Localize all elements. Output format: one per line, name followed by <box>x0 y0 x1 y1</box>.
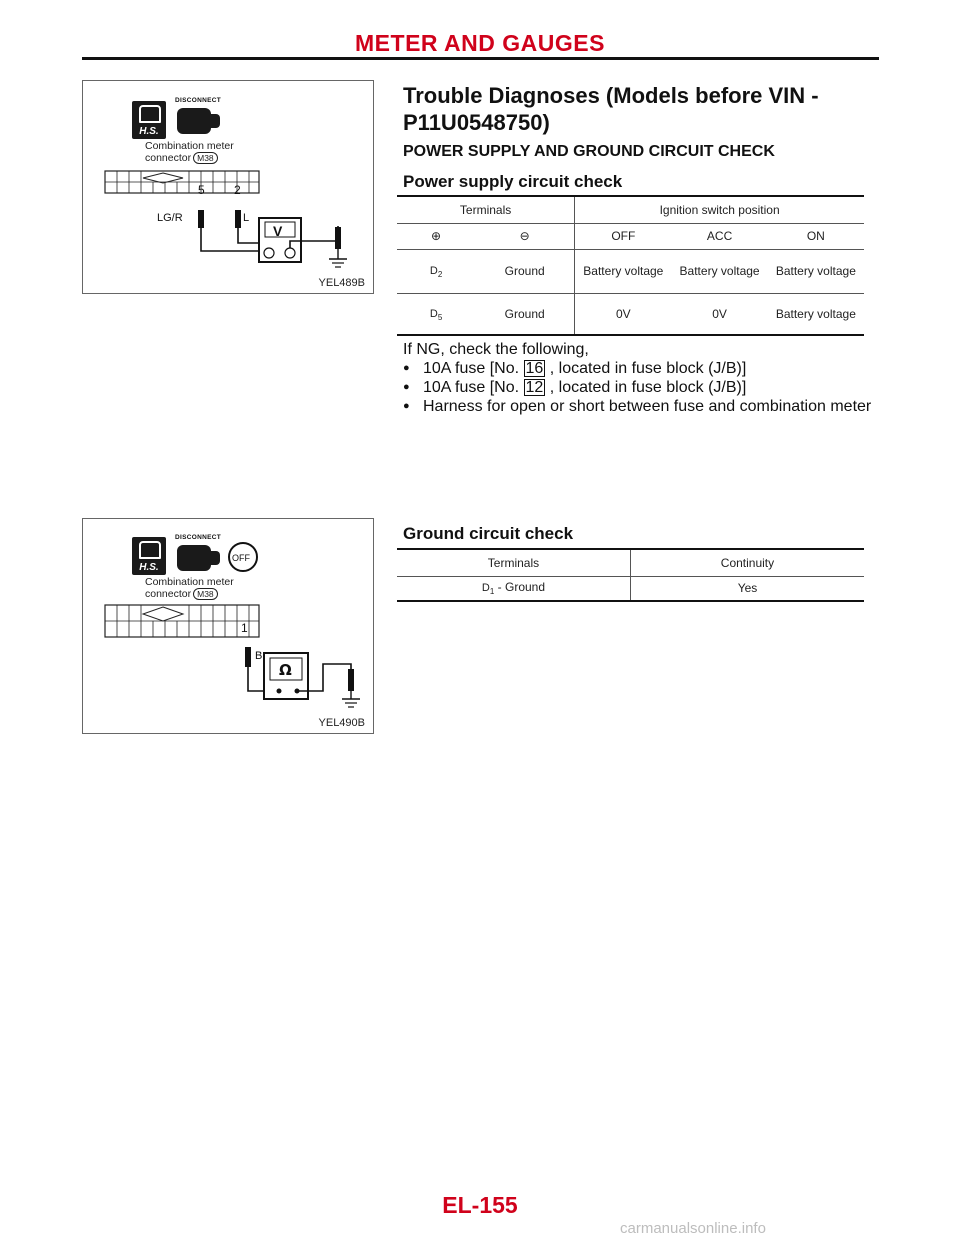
pin-cell <box>397 293 475 335</box>
connector-key <box>143 607 183 621</box>
fuse-number-box: 12 <box>525 379 544 396</box>
pin-prefix: D <box>429 307 438 320</box>
fuse-number-box: 16 <box>525 360 544 377</box>
bullet-text: 10A fuse [No. <box>423 379 524 396</box>
terminal-text: - Ground <box>494 580 546 595</box>
circuit-diagram-2 <box>83 519 373 733</box>
watermark: carmanualsonline.info <box>620 1220 766 1237</box>
figure-id: YEL489B <box>318 277 365 289</box>
header-terminals: Terminals <box>397 196 575 223</box>
bullet-text: 10A fuse [No. <box>423 360 524 377</box>
circuit-diagram-1 <box>83 81 373 293</box>
bullet-text: , located in fuse block (J/B)] <box>545 360 747 377</box>
power-supply-heading: Power supply circuit check <box>403 172 623 191</box>
header-rule <box>82 57 879 60</box>
ground-probe <box>335 227 341 249</box>
hs-label: H.S. <box>139 562 159 573</box>
ground-table <box>397 548 864 602</box>
continuity-cell: Yes <box>630 576 864 601</box>
ground-probe <box>348 669 354 691</box>
probe-a <box>198 210 204 228</box>
sub-minus: ⊖ <box>475 223 575 249</box>
connector-cells <box>105 605 259 637</box>
sub-off: OFF <box>575 223 672 249</box>
probe-b <box>235 210 241 228</box>
check-list <box>403 359 881 416</box>
disconnect-label: DISCONNECT <box>175 534 221 541</box>
list-item <box>403 378 881 397</box>
subsection-title: POWER SUPPLY AND GROUND CIRCUIT CHECK <box>403 143 775 160</box>
page-header-title: METER AND GAUGES <box>355 30 605 56</box>
meter-symbol: V <box>273 223 283 239</box>
bullet-text: Harness for open or short between fuse and combination meter <box>423 398 872 415</box>
pin-label: 1 <box>241 621 248 635</box>
section-title-line1: Trouble Diagnoses (Models before VIN - <box>403 83 819 108</box>
key-off-label: OFF <box>232 553 250 563</box>
sub-acc: ACC <box>671 223 767 249</box>
connector-label-line2: connector <box>145 152 192 164</box>
pin-number: 2 <box>437 270 443 280</box>
pin-prefix: D <box>481 582 490 595</box>
table-row <box>397 249 864 293</box>
off-cell: Battery voltage <box>575 249 672 293</box>
pin-b-label: 2 <box>234 183 241 197</box>
bullet-text: , located in fuse block (J/B)] <box>545 379 747 396</box>
hs-label: H.S. <box>139 126 159 137</box>
plus-terminal <box>264 248 274 258</box>
ground-heading: Ground circuit check <box>403 524 574 543</box>
acc-cell: 0V <box>671 293 767 335</box>
terminal-cell <box>397 576 630 601</box>
on-cell: Battery voltage <box>768 249 864 293</box>
on-cell: Battery voltage <box>768 293 864 335</box>
figure-power-supply-diagram <box>82 80 374 294</box>
list-item <box>403 359 881 378</box>
connector-label <box>145 576 234 600</box>
connector-code: M38 <box>193 588 218 600</box>
figure-ground-diagram <box>82 518 374 734</box>
connector-code: M38 <box>193 152 218 164</box>
wire-a-label: LG/R <box>157 212 183 224</box>
sub-on: ON <box>768 223 864 249</box>
off-cell: 0V <box>575 293 672 335</box>
wire-a <box>201 228 267 251</box>
pin-number: 5 <box>437 312 443 322</box>
ground-cell: Ground <box>475 249 575 293</box>
ohm-symbol: Ω <box>279 661 292 679</box>
section-title <box>403 82 873 136</box>
connector-label-line1: Combination meter <box>145 576 234 588</box>
wire-label: B <box>255 650 263 662</box>
section-title-line2: P11U0548750) <box>403 110 550 135</box>
power-supply-table <box>397 195 864 336</box>
probe <box>245 647 251 667</box>
list-item <box>403 397 881 416</box>
table-row <box>397 293 864 335</box>
minus-terminal <box>285 248 295 258</box>
ground-cell: Ground <box>475 293 575 335</box>
pin-number: 1 <box>489 587 495 597</box>
pin-cell <box>397 249 475 293</box>
figure-id: YEL490B <box>318 717 365 729</box>
connector-key <box>143 173 183 183</box>
pin-prefix: D <box>429 264 438 277</box>
connector-label-line1: Combination meter <box>145 140 234 152</box>
pin-a-label: 5 <box>198 183 205 197</box>
disconnect-label: DISCONNECT <box>175 97 221 104</box>
table-row <box>397 576 864 601</box>
wire-b-label: L <box>243 212 250 224</box>
ng-intro: If NG, check the following, <box>403 341 589 358</box>
page-number: EL-155 <box>442 1192 518 1218</box>
header-terminals: Terminals <box>397 549 630 576</box>
header-continuity: Continuity <box>630 549 864 576</box>
sub-plus: ⊕ <box>397 223 475 249</box>
connector-label-line2: connector <box>145 588 192 600</box>
acc-cell: Battery voltage <box>671 249 767 293</box>
header-ignition: Ignition switch position <box>575 196 864 223</box>
